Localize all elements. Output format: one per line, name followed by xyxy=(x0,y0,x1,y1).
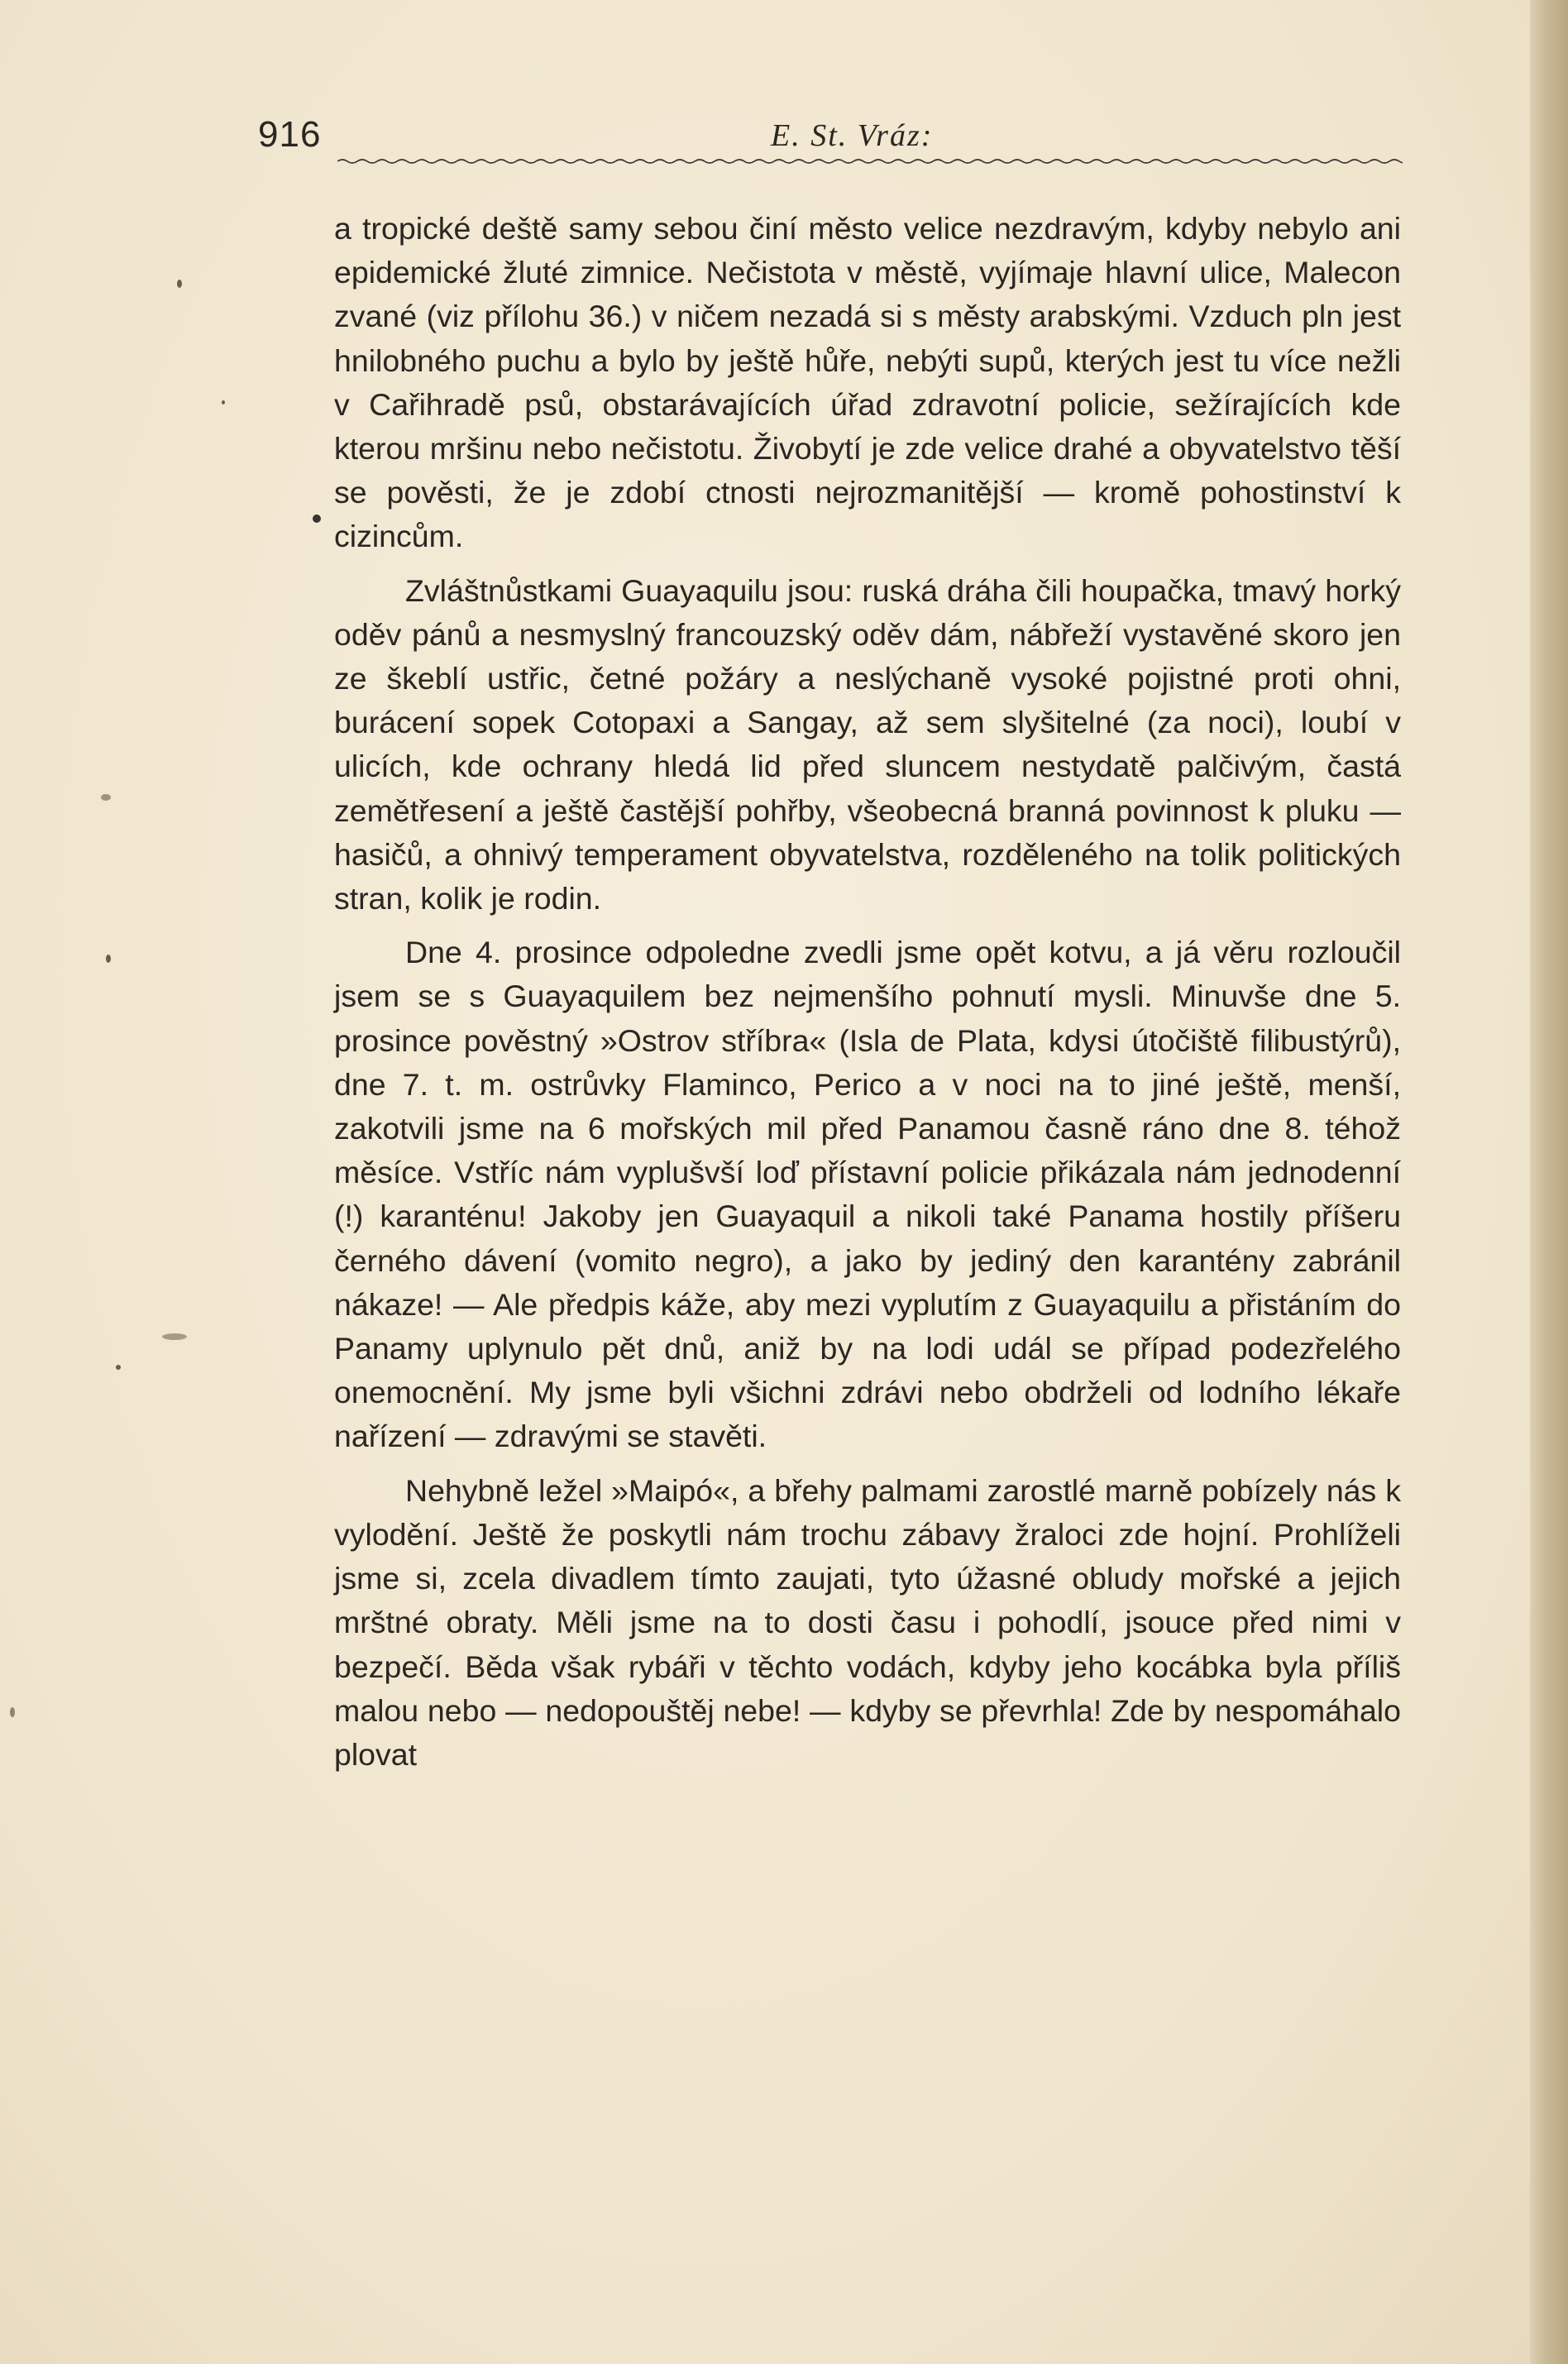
margin-speck xyxy=(106,955,111,963)
margin-speck xyxy=(10,1707,15,1717)
header-wavy-rule xyxy=(337,157,1403,165)
margin-speck xyxy=(177,280,182,288)
running-head: E. St. Vráz: xyxy=(771,118,934,153)
margin-speck xyxy=(313,514,321,523)
paragraph-1: a tropické deště samy sebou činí město velice nezdravým, kdyby nebylo ani epidemické žluté zimnice. Nečistota v městě, vyjímaje hlavní ulice, Malecon zvané (viz přílohu 36.) v ničem nezadá si s městy arabskými. Vzduch pln jest hnilobného puchu a bylo by ještě hůře, nebýti supů, kterých jest tu více nežli v Cařihradě psů, obstarávajících úřad zdravotní policie, sežírajících kde kterou mršinu nebo nečistotu. Živobytí je zde velice drahé a obyvatelstvo těší se pověsti, že je zdobí ctnosti nejrozmanitější — kromě pohostinství k cizincům. xyxy=(334,211,1401,554)
paragraph-2: Zvláštnůstkami Guayaquilu jsou: ruská dráha čili houpačka, tmavý horký oděv pánů a nesmyslný francouzský oděv dám, nábřeží vystavěné skoro jen ze škeblí ustřic, četné požáry a neslýchaně vysoké pojistné proti ohni, burácení sopek Cotopaxi a Sangay, až sem slyšitelné (za noci), loubí v ulicích, kde ochrany hledá lid před sluncem nestydatě palčivým, častá zemětřesení a ještě častější pohřby, všeobecná branná povinnost k pluku — hasičů, a ohnivý temperament obyvatelstva, rozděleného na tolik politických stran, kolik je rodin. xyxy=(334,572,1401,916)
paragraph-4: Nehybně ležel »Maipó«, a břehy palmami zarostlé marně pobízely nás k vylodění. Ještě že poskytli nám trochu zábavy žraloci zde hojní. Prohlíželi jsme si, zcela divadlem tímto zaujati, tyto úžasné obludy mořské a jejich mrštné obraty. Měli jsme na to dosti času i pohodlí, jsouce před nimi v bezpečí. Běda však rybáři v těchto vodách, kdyby jeho kocábka byla příliš malou nebo — nedopouštěj nebe! — kdyby se převrhla! Zde by nespomáhalo plovat xyxy=(334,1472,1401,1772)
body-text xyxy=(334,207,1401,1787)
page-edge xyxy=(1530,0,1568,2364)
margin-speck xyxy=(222,400,225,404)
page-number: 916 xyxy=(258,114,322,155)
paragraph-3: Dne 4. prosince odpoledne zvedli jsme opět kotvu, a já věru rozloučil jsem se s Guayaquilem bez nejmenšího pohnutí mysli. Minuvše dne 5. prosince pověstný »Ostrov stříbra« (Isla de Plata, kdysi útočiště filibustýrů), dne 7. t. m. ostrůvky Flaminco, Perico a v noci na to jiné ještě, menší, zakotvili jsme na 6 mořských mil před Panamou časně ráno dne 8. téhož měsíce. Vstříc nám vyplušvší loď přístavní policie přikázala nám jednodenní (!) karanténu! Jakoby jen Guayaquil a nikoli také Panama hostily příšeru černého dávení (vomito negro), a jako by jediný den karantény zabránil nákaze! — Ale předpis káže, aby mezi vyplutím z Guayaquilu a přistáním do Panamy uplynulo pět dnů, aniž by na lodi udál se případ podezřelého onemocnění. My jsme byli všichni zdrávi nebo obdrželi od lodního lékaře nařízení — zdravými se stavěti. xyxy=(334,935,1401,1454)
margin-speck xyxy=(101,794,111,801)
page-header xyxy=(258,114,1403,164)
margin-speck xyxy=(116,1365,121,1370)
margin-speck xyxy=(162,1333,187,1340)
